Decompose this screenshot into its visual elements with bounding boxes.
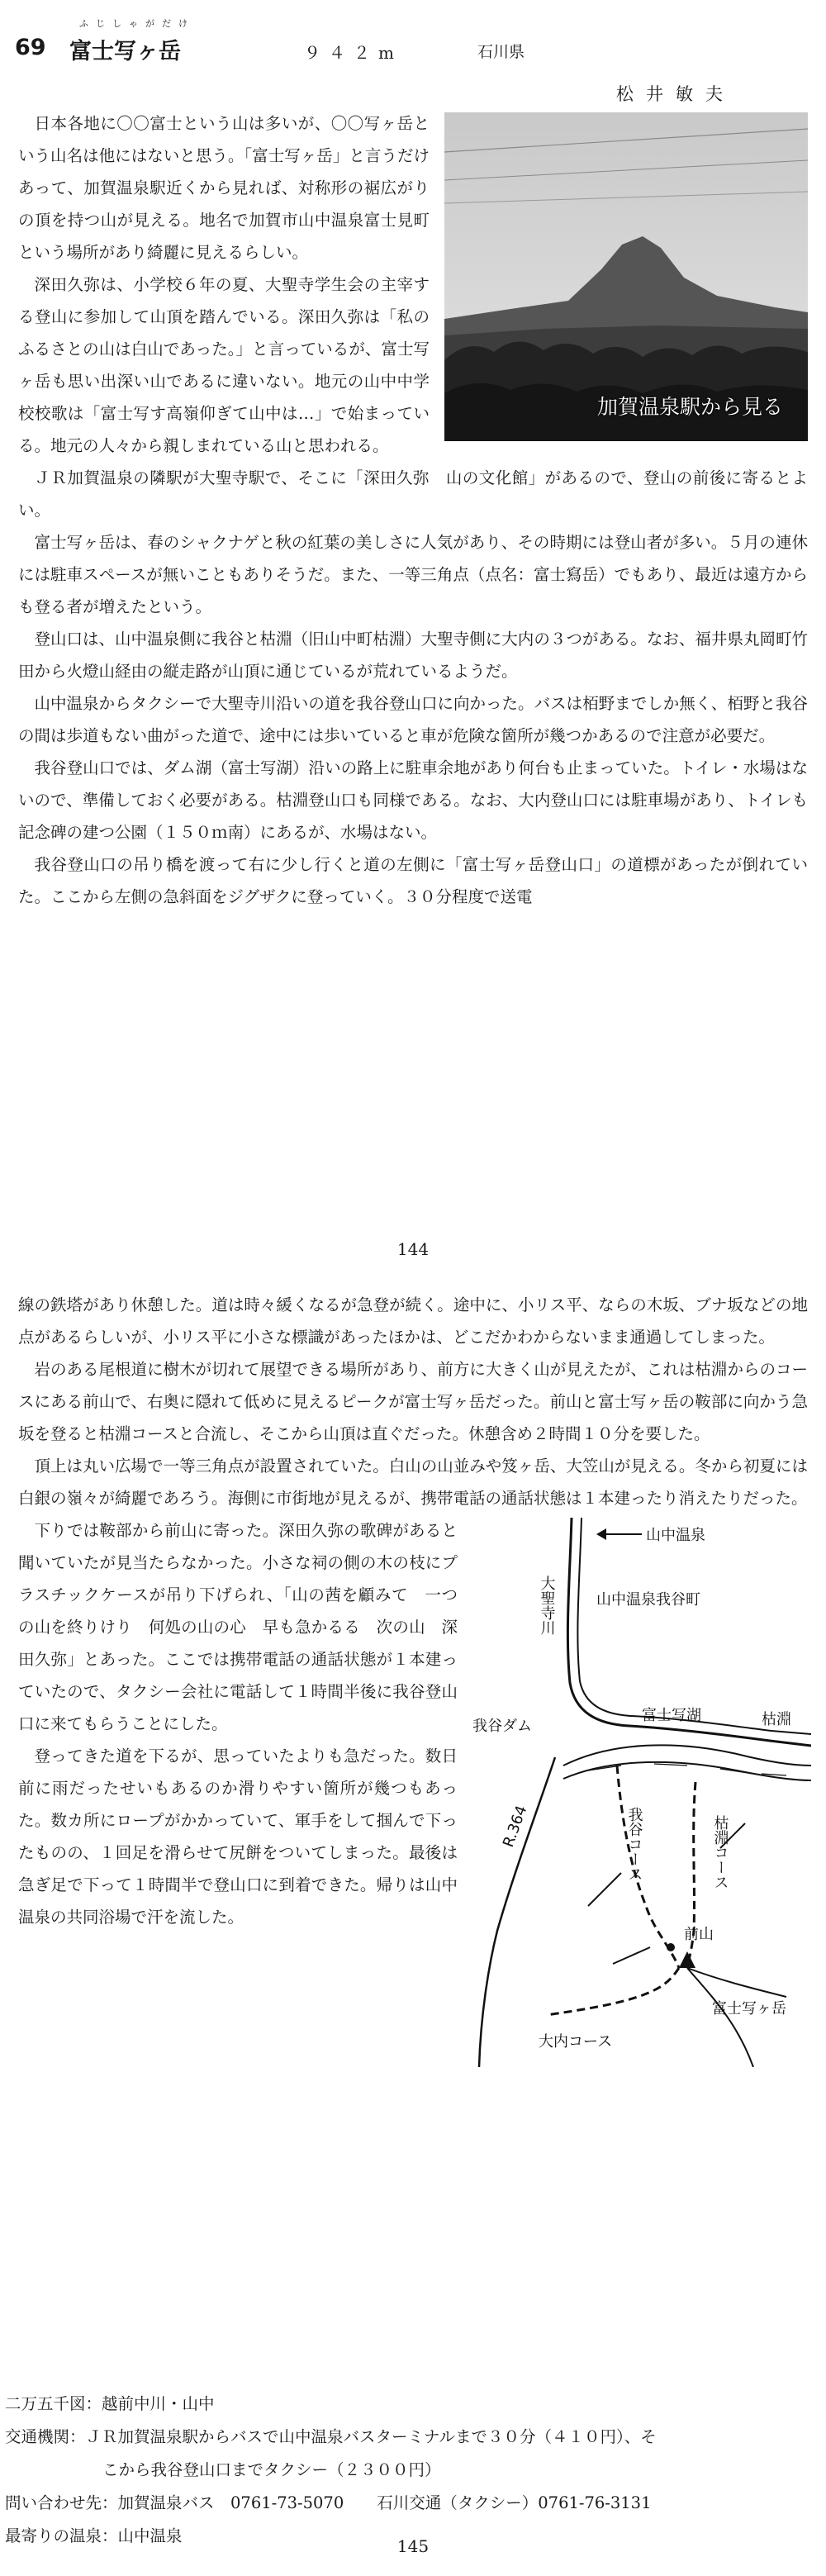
- paragraph: 山中温泉からタクシーで大聖寺川沿いの道を我谷登山口に向かった。バスは栢野までしか無く、栢野と我谷の間は歩道もない曲がった道で、途中には歩いていると車が危険な箇所が幾つかあるので注意が必要だ。: [18, 694, 808, 745]
- route-map-drawing: [472, 1518, 811, 2067]
- page-145: [0, 1289, 826, 2576]
- paragraph: 頂上は丸い広場で一等三角点が設置されていた。白山の山並みや笈ヶ岳、大笠山が見える。冬から初夏には白銀の嶺々が綺麗であろう。海側に市街地が見えるが、携帯電話の通話状態は１本建ったり消えたりだった。: [18, 1457, 808, 1508]
- paragraph: ＪＲ加賀温泉の隣駅が大聖寺駅で、そこに「深田久弥 山の文化館」があるので、登山の前後に寄るとよい。: [18, 468, 808, 520]
- map-label-route: R.364: [499, 1803, 531, 1850]
- map-label-fujisha-lake: 富士写湖: [642, 1707, 701, 1724]
- paragraph: 岩のある尾根道に樹木が切れて展望できる場所があり、前方に大きく山が見えたが、これは枯淵からのコースにある前山で、右奥に隠れて低めに見えるピークが富士写ヶ岳だった。前山と富士写ヶ岳の鞍部に向かう急坂を登ると枯淵コースと合流し、そこから山頂は直ぐだった。休憩含め２時間１０分を要した。: [18, 1360, 808, 1443]
- mountain-number: 69: [15, 35, 46, 60]
- paragraph: 我谷登山口の吊り橋を渡って右に少し行くと道の左側に「富士写ヶ岳登山口」の道標があったが倒れていた。ここから左側の急斜面をジグザクに登っていく。３０分程度で送電: [18, 855, 808, 906]
- elevation: ９４２m: [304, 43, 402, 63]
- article-body-p144: [18, 107, 808, 913]
- info-block: [5, 2388, 809, 2553]
- author: 松井敏夫: [616, 84, 735, 104]
- map-label-maeyama: 前山: [684, 1926, 714, 1943]
- article-body-p145: [18, 1289, 808, 2070]
- map-label-yamanaka-onsen: 山中温泉: [646, 1527, 705, 1544]
- info-contact: [5, 2487, 809, 2520]
- map-label-karebuchi: 枯淵: [762, 1711, 791, 1728]
- title-ruby: ふじしゃがだけ: [79, 18, 195, 29]
- mountain-photo: [444, 112, 808, 441]
- paragraph: 日本各地に〇〇富士という山は多いが、〇〇写ヶ岳という山名は他にはないと思う。「富士写ヶ岳」と言うだけあって、加賀温泉駅近くから見れば、対称形の裾広がりの頂を持つ山が見える。地名で加賀市山中温泉富士見町という場所があり綺麗に見えるらしい。: [18, 114, 430, 262]
- paragraph: 我谷登山口では、ダム湖（富士写湖）沿いの路上に駐車余地があり何台も止まっていた。トイレ・水場はないので、準備しておく必要がある。枯淵登山口も同様である。なお、大内登山口には駐車場があり、トイレも記念碑の建つ公園（１５０ｍ南）にあるが、水場はない。: [18, 758, 808, 842]
- map-label-kadani-course: 我谷コース: [625, 1807, 643, 1881]
- prefecture: 石川県: [477, 43, 525, 61]
- page-number: 145: [396, 2536, 430, 2556]
- article-header: [15, 17, 809, 107]
- map-label-summit: 富士写ヶ岳: [712, 2000, 786, 2018]
- info-contact-1: 問い合わせ先：加賀温泉バス 0761-73-5070: [5, 2493, 344, 2512]
- info-transport-1: 交通機関：ＪＲ加賀温泉駅からバスで山中温泉バスターミナルまで３０分（４１０円）、そ: [5, 2427, 657, 2446]
- mountain-title: 富士写ヶ岳: [69, 39, 181, 64]
- info-transport-2: こから我谷登山口までタクシー（２３００円）: [102, 2460, 441, 2479]
- title-group: [69, 17, 195, 65]
- map-label-daishoji-river: 大聖寺川: [538, 1576, 556, 1635]
- paragraph: 富士写ヶ岳は、春のシャクナゲと秋の紅葉の美しさに人気があり、その時期には登山者が多い。５月の連休には駐車スペースが無いこともありそうだ。また、一等三角点（点名：富士寫岳）でもあり、最近は遠方からも登る者が増えたという。: [18, 533, 808, 616]
- paragraph: 深田久弥は、小学校６年の夏、大聖寺学生会の主宰する登山に参加して山頂を踏んでいる。深田久弥は「私のふるさとの山は白山であった。」と言っているが、富士写ヶ岳も思い出深い山であるに違いない。地元の山中中学校校歌は「富士写す高嶺仰ぎて山中は…」で始まっている。地元の人々から親しまれている山と思われる。: [18, 275, 430, 455]
- paragraph: 登ってきた道を下るが、思っていたよりも急だった。数日前に雨だったせいもあるのか滑りやすい箇所が幾つもあった。数カ所にロープがかかっていて、軍手をして掴んで下ったものの、１回足を滑らせて尻餅をついてしまった。最後は急ぎ足で下って１時間半で登山口に到着できた。帰りは山中温泉の共同浴場で汗を流した。: [18, 1747, 458, 1927]
- page-number: 144: [396, 1239, 430, 1259]
- route-map: [472, 1518, 811, 2067]
- page-144: [0, 0, 826, 1272]
- info-map-sheet: 二万五千図：越前中川・山中: [5, 2394, 215, 2413]
- photo-caption: 加賀温泉駅から見る: [596, 395, 783, 419]
- paragraph: 登山口は、山中温泉側に我谷と枯淵（旧山中町枯淵）大聖寺側に大内の３つがある。なお、福井県丸岡町竹田から火燈山経由の縦走路が山頂に通じているが荒れているようだ。: [18, 630, 808, 681]
- info-hot-spring: 最寄りの温泉：山中温泉: [5, 2526, 183, 2545]
- info-contact-2: 石川交通（タクシー）0761-76-3131: [377, 2493, 652, 2512]
- map-label-kadani-dam: 我谷ダム: [472, 1718, 532, 1735]
- map-label-karebuchi-course: 枯淵コース: [711, 1815, 729, 1889]
- map-label-ouchi-course: 大内コース: [539, 2033, 613, 2051]
- paragraph: 下りでは鞍部から前山に寄った。深田久弥の歌碑があると聞いていたが見当たらなかった。小さな祠の側の木の枝にプラスチックケースが吊り下げられ、「山の茜を顧みて 一つの山を終りけり 何処の山の心 早も急かるる 次の山 深田久弥」とあった。ここでは携帯電話の通話状態が１本建っていたので、タクシー会社に電話して１時間半後に我谷登山口に来てもらうことにした。: [18, 1521, 458, 1733]
- map-label-yamanaka-kadani: 山中温泉我谷町: [596, 1591, 700, 1609]
- paragraph: 線の鉄塔があり休憩した。道は時々緩くなるが急登が続く。途中に、小リス平、ならの木坂、ブナ坂などの地点があるらしいが、小リス平に小さな標識があったほかは、どこだかわからないまま通過してしまった。: [18, 1295, 808, 1347]
